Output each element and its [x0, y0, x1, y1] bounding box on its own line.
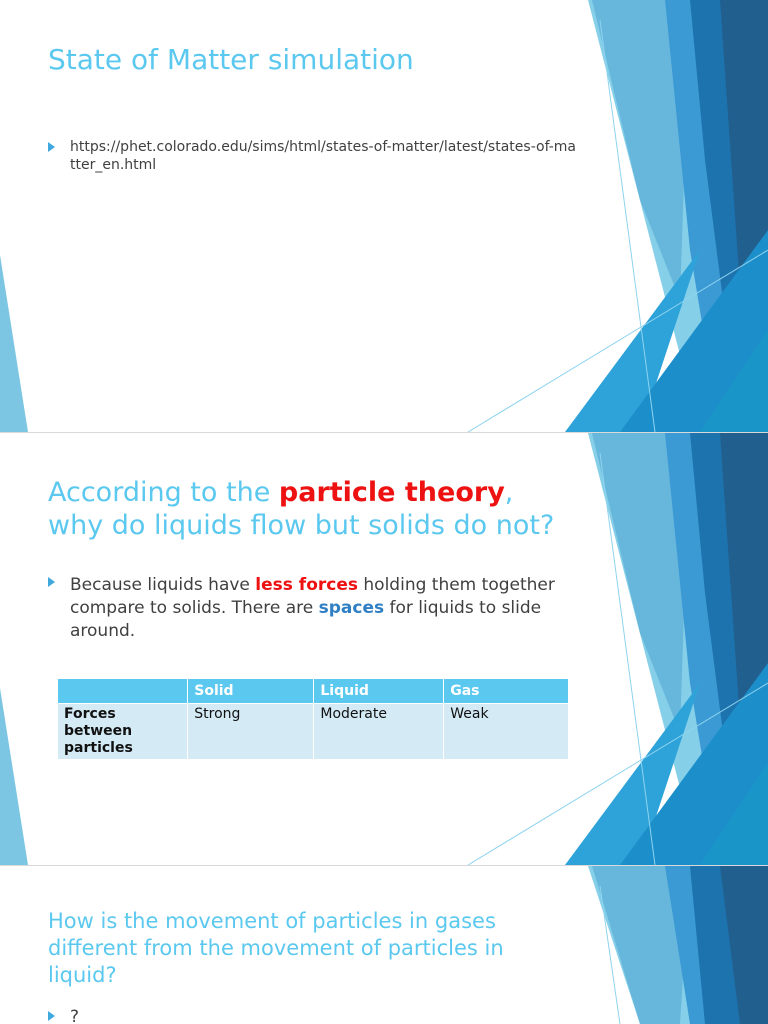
bullet-arrow-icon — [48, 142, 55, 152]
title-suffix: , why do liquids flow but solids do not? — [48, 477, 555, 541]
table-header-cell: Liquid — [314, 679, 444, 704]
simulation-link[interactable]: https://phet.colorado.edu/sims/html/states-of-matter/latest/states-of-matter_en.html — [70, 139, 577, 173]
table-header-row — [58, 679, 569, 704]
table-header-cell: Solid — [188, 679, 314, 704]
table-cell: Moderate — [314, 704, 444, 760]
forces-table — [57, 678, 569, 760]
bullet-text-part: Because liquids have — [70, 575, 256, 595]
slide-2 — [0, 433, 768, 865]
less-forces-highlight: less forces — [255, 575, 358, 595]
slide-title — [48, 476, 560, 542]
slide-title: How is the movement of particles in gases different from the movement of particles in liquid? — [48, 909, 504, 987]
bullet-item — [48, 1007, 79, 1024]
table-row-header: Forces between particles — [58, 704, 188, 760]
table-header-cell — [58, 679, 188, 704]
slide-1 — [0, 0, 768, 432]
table-row — [58, 704, 569, 760]
title-prefix: According to the — [48, 477, 279, 508]
table-cell: Weak — [444, 704, 569, 760]
bullet-arrow-icon — [48, 1011, 55, 1021]
bullet-text — [70, 574, 560, 643]
spaces-highlight: spaces — [318, 598, 385, 618]
bullet-text-part: holding them together compare to solids. There are — [70, 575, 555, 618]
slide-3 — [0, 866, 768, 1024]
bullet-arrow-icon — [48, 577, 55, 587]
bullet-item — [48, 138, 576, 174]
bullet-text: ? — [70, 1007, 80, 1024]
slide-title: State of Matter simulation — [48, 43, 414, 76]
bullet-text-part: for liquids to slide around. — [70, 598, 542, 641]
table-header-cell: Gas — [444, 679, 569, 704]
title-highlight: particle theory — [278, 477, 505, 508]
table-cell: Strong — [188, 704, 314, 760]
bullet-item — [48, 574, 560, 643]
